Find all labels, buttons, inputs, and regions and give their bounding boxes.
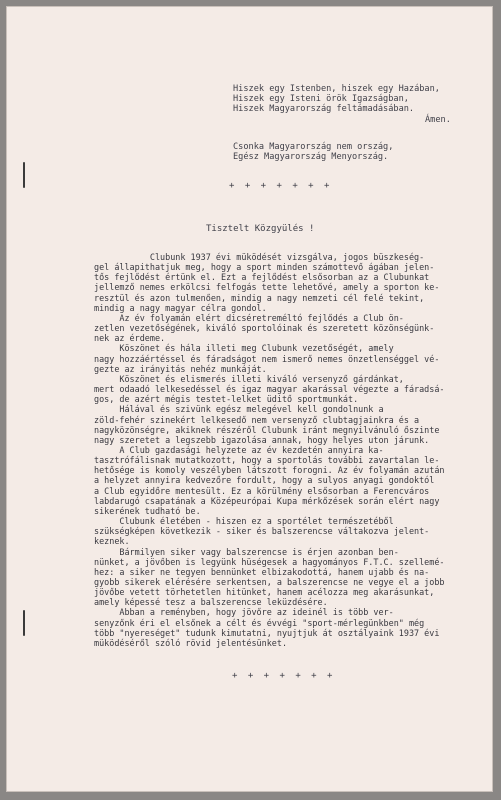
punch-hole-mark (23, 610, 25, 636)
body-line: gos, de azért mégis testet-lelket üditő sportmunkát. (94, 394, 359, 405)
body-line: Az év folyamán elért dicséretreméltó fejlődés a Club ön- (94, 312, 404, 323)
body-line: nagy szeretet a legszebb igazolása annak, hogy helyes uton járunk. (94, 434, 430, 445)
separator-top: + + + + + + + (229, 181, 332, 191)
motto-line: Egész Magyarország Menyország. (233, 152, 389, 163)
body-line: Clubunk életében - hiszen ez a sportélet természetéből (94, 516, 394, 527)
body-line: tasztrófálisnak mutatkozott, hogy a sportolás további zavartalan le- (94, 455, 440, 466)
separator-bottom: + + + + + + + (232, 671, 335, 681)
body-line: senyzőnk éri el elsőnek a célt és évvégi "sport-mérlegünkben" még (94, 617, 425, 628)
body-line: müködéséről szóló rövid jelentésünket. (94, 637, 288, 648)
body-line: gyobb sikerek elérésére serkentsen, a balszerencse ne vegye el a jobb (94, 577, 445, 587)
motto-line: Csonka Magyarország nem ország, (233, 142, 394, 152)
body-line: sikerének tudható be. (94, 505, 201, 516)
body-line: tős fejlődést értünk el. Ezt a fejlődést elsősorban az a Clubunkat (94, 272, 430, 283)
body-line: szükségképen következik - siker és balszerencse váltakozva jelent- (94, 526, 430, 537)
body-line: A Club gazdasági helyzete az év kezdetén annyira ka- (94, 444, 384, 455)
report-body-text (94, 252, 486, 648)
body-line: a helyzet annyira kedvezőre fordult, hogy a sulyos anyagi gondoktól (94, 475, 435, 486)
body-line: Köszönet és hála illeti meg Clubunk vezetőségét, amely (94, 343, 394, 354)
body-line: amely képessé tesz a balszerencse leküzdésére. (94, 597, 328, 608)
body-line: zöld-fehér szinekért lelkesedő nem versenyző clubtagjainkra és a (94, 414, 420, 425)
body-line: nagy hozzáértéssel és fáradságot nem ismerő nemes önzetlenséggel vé- (94, 353, 440, 364)
body-line: Köszönet és elismerés illeti kiváló versenyző gárdánkat, (94, 373, 404, 384)
body-line: jövőbe vetett törhetetlen hitünket, hanem acélozza meg akarásunkat, (94, 587, 435, 598)
body-line: gezte az irányitás nehéz munkáját. (94, 363, 267, 374)
motto-line: Hiszek egy Istenben, hiszek egy Hazában, (233, 84, 440, 94)
greeting-heading: Tisztelt Közgyülés ! (206, 224, 315, 234)
body-line: gel állapithatjuk meg, hogy a sport minden számottevő ágában jelen- (94, 262, 435, 273)
motto-line: Hiszek Magyarország feltámadásában. (233, 104, 415, 115)
body-line: zetlen vezetőségének, kiváló sportolóinak és szeretett közönségünk- (94, 323, 435, 334)
creed-motto (233, 84, 483, 125)
motto-amen: Ámen. (425, 114, 451, 125)
body-line: resztül és azon tulmenően, mindig a nagy nemzeti cél felé tekint, (94, 292, 425, 303)
body-line: nek az érdeme. (94, 333, 166, 344)
body-line: Hálával és szivünk egész melegével kell gondolnunk a (94, 404, 384, 415)
body-line: mert odaadó lelkesedéssel és igaz magyar akarással végezte a fáradsá- (94, 384, 445, 395)
body-line: hetősége is komoly veszélyben látszott forogni. Az év folyamán azután (94, 465, 445, 476)
body-line: több "nyereséget" tudunk kimutatni, nyujtjuk át osztályaink 1937 évi (94, 627, 440, 638)
secondary-motto (233, 142, 483, 162)
body-line: Clubunk 1937 évi müködését vizsgálva, jogos büszkeség- (94, 252, 425, 262)
body-line: keznek. (94, 536, 130, 547)
body-line: labdarugó csapatának a Középeurópai Kupa mérkőzések során elért nagy (94, 495, 440, 506)
body-line: nünket, a jövőben is legyünk hüségesek a hagyományos F.T.C. szellemé- (94, 556, 445, 567)
body-line: a Club egyidőre mentesült. Ez a körülmény elsősorban a Ferencváros (94, 485, 430, 496)
punch-hole-mark (23, 162, 25, 188)
body-line: Bármilyen siker vagy balszerencse is érjen azonban ben- (94, 546, 399, 557)
body-line: hez: a siker ne tegyen bennünket elbizakodottá, hanem ujabb és na- (94, 566, 430, 577)
body-line: mindig a nagy magyar célra gondol. (94, 302, 267, 313)
body-line: nagyközönségre, akiknek részéről Clubunk iránt megnyilvánuló őszinte (94, 424, 440, 435)
motto-line: Hiszek egy Isteni örök Igazságban, (233, 94, 409, 105)
body-line: jellemző nemes erkölcsi felfogás tette lehetővé, amely a sporton ke- (94, 282, 440, 293)
body-line: Abban a reményben, hogy jövőre az ideinél is több ver- (94, 607, 394, 618)
